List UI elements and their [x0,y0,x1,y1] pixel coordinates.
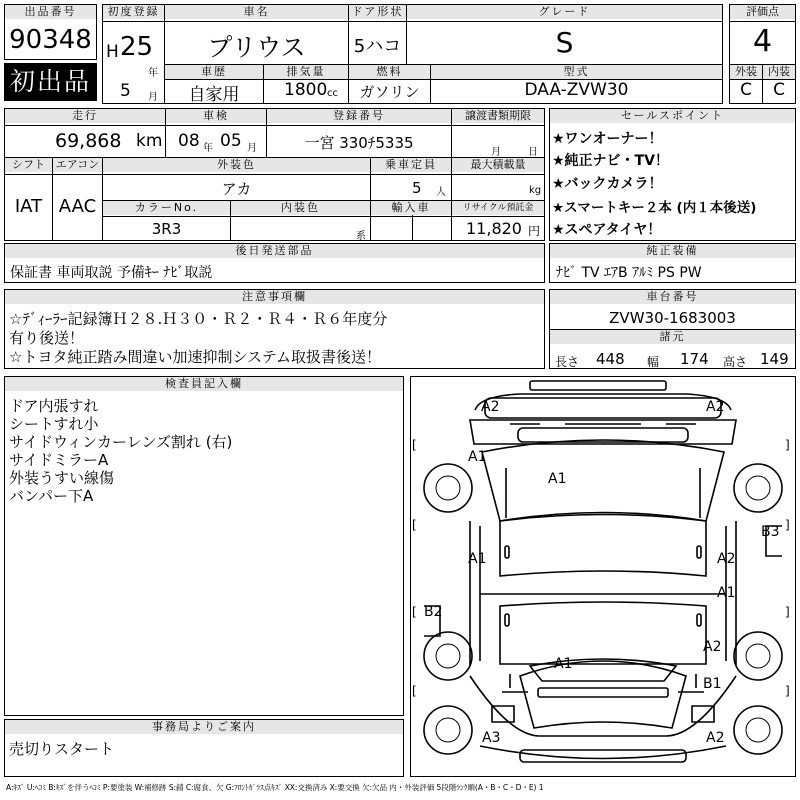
score-label: 評価点 [730,5,795,19]
sales-points-title: セールスポイント [550,109,795,123]
capacity: 5 [412,179,422,197]
color: アカ [221,180,252,198]
inspector-line: サイドウィンカーレンズ割れ (右) [9,433,233,451]
notes-line: ☆トヨタ純正踏み間違い加速抑制システム取扱書後送！ [9,348,381,366]
diagram-bracket: [ [412,518,417,532]
displacement-label: 排気量 [264,65,348,79]
later-items-text: 保証書 車両取説 予備ｷｰ ﾅﾋﾞ取説 [10,265,213,281]
notes-line: 有り後送！ [9,329,85,347]
equipment-text: ﾅﾋﾞ TV ｴｱB ｱﾙﾐ PS PW [556,265,702,281]
lot-label: 出品番号 [5,5,96,19]
inspection-month-unit: 月 [247,143,257,154]
color-no-label: カラーNo. [103,201,230,215]
max-load-unit: kg [529,185,542,196]
era-letter: H [106,42,119,62]
inspector-title: 検査員記入欄 [5,377,403,391]
ac: AAC [58,196,97,217]
damage-mark: A2 [481,399,500,415]
fuel: ガソリン [359,83,420,101]
capacity-unit: 人 [436,187,446,198]
damage-mark: B1 [703,676,722,692]
chassis-title: 車台番号 [550,290,795,304]
office-title: 事務局よりご案内 [5,720,403,734]
diagram-bracket: ] [785,605,790,619]
damage-mark: A2 [703,639,722,655]
diagram-bracket: [ [412,438,417,452]
inspection-label: 車検 [166,109,266,123]
width-label: 幅 [647,355,660,369]
history: 自家用 [188,85,240,105]
chassis-number: ZVW30-1683003 [609,309,736,327]
history-label: 車歴 [165,65,263,79]
sales-point-item: ★ワンオーナー！ [552,131,663,147]
transfer-label: 譲渡書類期限 [452,109,544,123]
car-diagram [410,376,796,777]
interior-grade: C [773,80,785,100]
mileage-label: 走行 [5,109,165,123]
damage-mark: A1 [468,551,487,567]
plate-number: 一宮 330ﾁ5335 [304,134,414,152]
diagram-bracket: ] [785,518,790,532]
color-label: 外装色 [103,158,370,172]
plate-label: 登録番号 [267,109,451,123]
mileage: 69,868 [55,130,122,152]
color-number: 3R3 [151,220,182,238]
sales-point-item: ★バックカメラ！ [552,176,663,192]
model: DAA-ZVW30 [524,80,629,100]
damage-mark: A3 [482,730,501,746]
transfer-month: 月 [491,147,501,158]
sales-point-item: ★スペアタイヤ！ [552,222,662,238]
max-load-label: 最大積載量 [452,158,544,172]
inspection-year: 08 [178,131,200,151]
door-type: 5ハコ [353,36,402,57]
recycle-unit: 円 [528,224,541,238]
notes-title: 注意事項欄 [5,290,544,304]
damage-mark: B2 [424,604,443,620]
grade: S [555,26,574,59]
first-reg-year: 25 [120,32,154,62]
car-name: プリウス [207,33,306,62]
inspector-line: シートすれ小 [9,415,99,433]
grade-label: グレード [407,5,722,19]
inspection-year-unit: 年 [203,143,213,154]
ac-label: エアコン [53,158,102,172]
damage-mark: A1 [717,585,736,601]
office-text: 売切りスタート [9,740,115,758]
car-wheel-inner [436,476,770,742]
first-reg-year-unit: 年 [148,68,158,79]
legend-text: A:ｷｽﾞ U:ﾍｺﾐ B:ｷｽﾞを伴うﾍｺﾐ P:要塗装 W:補修跡 S:錆 C:腐食、欠 G:ﾌﾛﾝﾄｶﾞﾗｽ点ｷｽﾞ XX:交換済み X:要交換 欠:欠品 内・外装評価 5段階ﾗﾝｸ順(A・B・C・D・E) 1 [6,783,544,792]
score: 4 [752,24,773,59]
first-listing-badge: 初出品 [4,63,97,101]
first-reg-label: 初度登録 [103,5,164,19]
car-name-label: 車名 [165,5,348,19]
equipment-title: 純正装備 [550,244,795,258]
first-reg-month-unit: 月 [148,92,158,103]
damage-mark: B3 [761,524,780,540]
sales-point-item: ★純正ナビ・TV！ [552,153,669,169]
damage-mark: A2 [706,399,725,415]
mileage-unit: km [136,131,163,151]
sales-point-item: ★スマートキー２本 (内１本後送) [552,200,757,216]
first-reg-month: 5 [120,81,131,101]
damage-mark: A1 [548,471,567,487]
recycle-fee: 11,820 [466,219,522,238]
interior-color-label: 内装色 [231,201,370,215]
shift: IAT [14,196,43,217]
inspector-line: ドア内張すれ [9,397,99,415]
height-label: 高さ [723,355,748,369]
capacity-label: 乗車定員 [371,158,451,172]
fuel-label: 燃料 [349,65,430,79]
car-outline-drawing [424,381,782,762]
damage-mark: A2 [717,551,736,567]
dimensions-title: 諸元 [550,330,795,344]
damage-mark: A1 [468,449,487,465]
diagram-bracket: [ [412,605,417,619]
inspector-line: バンパー下A [9,487,94,505]
shift-label: シフト [5,158,52,172]
inspector-line: 外装うすい線傷 [9,469,115,487]
inspection-month: 05 [220,131,242,151]
notes-line: ☆ﾃﾞｨｰﾗｰ記録簿Ｈ２８.Ｈ３０・Ｒ２・Ｒ４・Ｒ６年度分 [9,310,388,328]
displacement-unit: cc [327,88,338,99]
diagram-bracket: ] [785,438,790,452]
width-value: 174 [680,350,709,368]
interior-color-unit: 系 [356,231,366,242]
length-value: 448 [596,350,625,368]
diagram-bracket: ] [785,684,790,698]
transfer-day: 日 [528,147,538,158]
diagram-bracket: [ [412,684,417,698]
damage-mark: A1 [554,656,573,672]
exterior-label: 外装 [730,65,762,79]
interior-label: 内装 [763,65,795,79]
displacement: 1800 [284,80,328,100]
door-label: ドア形状 [349,5,406,19]
height-value: 149 [760,350,789,368]
inspector-line: サイドミラーA [9,451,109,469]
damage-mark: A2 [706,730,725,746]
model-label: 型式 [431,65,722,79]
import-label: 輸入車 [371,201,451,215]
recycle-label: リサイクル預託金 [452,201,544,215]
length-label: 長さ [555,355,580,369]
exterior-grade: C [740,80,752,100]
lot-number: 90348 [9,25,92,55]
later-items-title: 後日発送部品 [5,244,544,258]
